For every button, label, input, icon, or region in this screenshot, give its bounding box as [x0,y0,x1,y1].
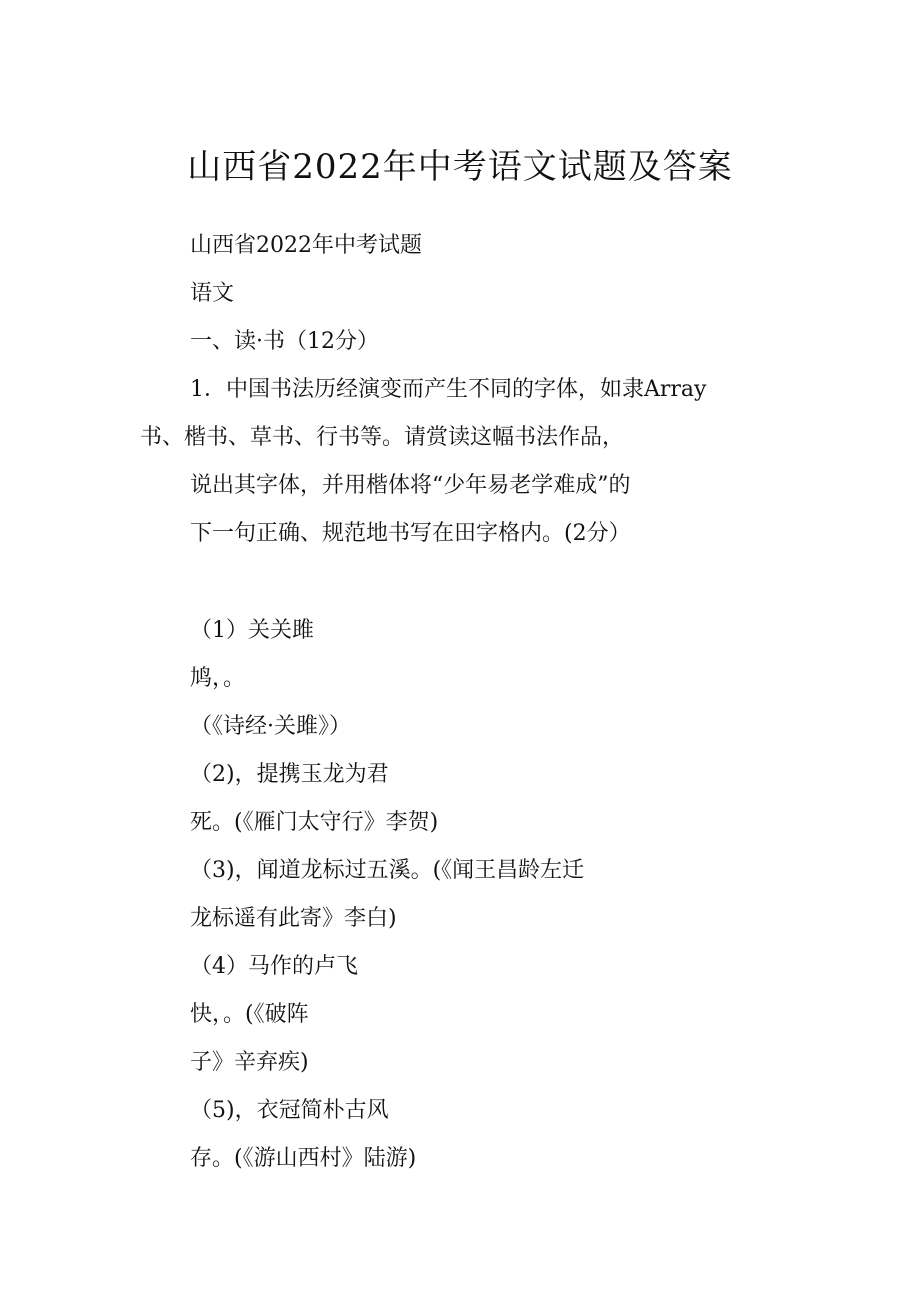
item-4-line-1: （4）马作的卢飞 [190,954,358,979]
item-1-line-3: （《诗经·关雎》） [190,714,351,739]
item-4-line-3: 子》辛弃疾) [190,1050,309,1075]
item-1-line-1: （1）关关雎 [190,618,314,643]
item-2-line-1: （2)，提携玉龙为君 [190,762,389,787]
document-title: 山西省2022年中考语文试题及答案 [187,147,733,187]
question-1-line-1: 1．中国书法历经演变而产生不同的字体，如隶Array [190,377,707,402]
question-1-line-4: 下一句正确、规范地书写在田字格内。(2分） [190,521,631,546]
item-2-line-2: 死。(《雁门太守行》李贺) [190,810,439,835]
item-3-line-1: （3)，闻道龙标过五溪。(《闻王昌龄左迁 [190,858,585,883]
section-heading: 一、读·书（12分） [190,329,379,354]
question-1-line-2: 书、楷书、草书、行书等。请赏读这幅书法作品， [140,425,625,450]
exam-heading: 山西省2022年中考试题 [190,233,422,258]
subject-line: 语文 [190,281,235,306]
item-5-line-1: （5)，衣冠简朴古风 [190,1098,389,1123]
question-1-line-3: 说出其字体，并用楷体将“少年易老学难成”的 [190,473,631,498]
item-3-line-2: 龙标遥有此寄》李白) [190,906,397,931]
item-4-line-2: 快，。(《破阵 [190,1002,309,1027]
item-1-line-2: 鸠，。 [190,666,246,691]
item-5-line-2: 存。(《游山西村》陆游) [190,1146,417,1171]
